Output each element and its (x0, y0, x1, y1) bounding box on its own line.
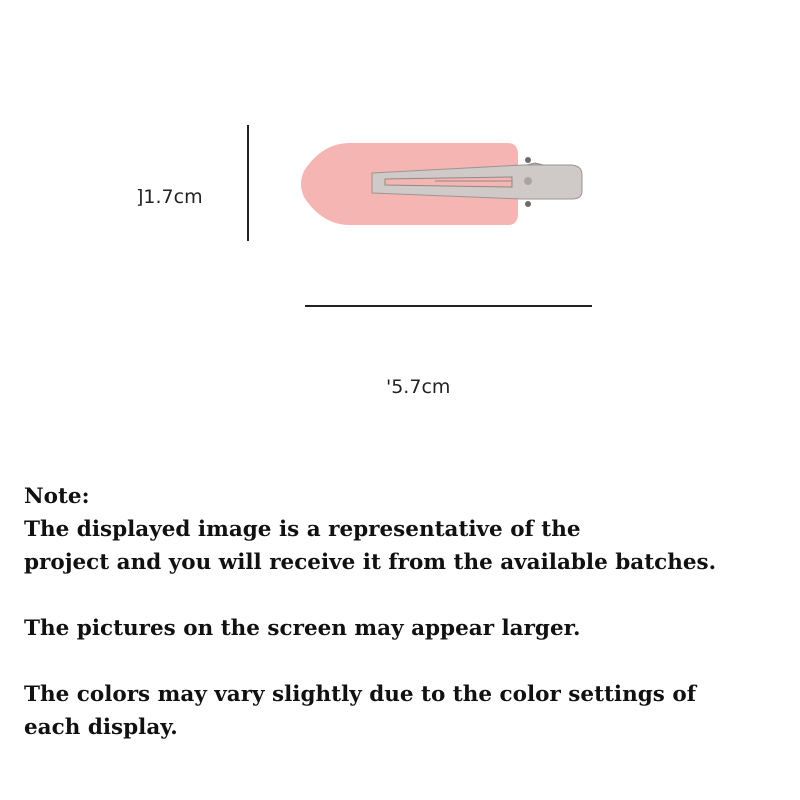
clip-hinge (524, 177, 532, 185)
note-line-1: The displayed image is a representative of the (24, 517, 581, 542)
hair-clip-image (290, 135, 600, 235)
note-line-2: project and you will receive it from the available batches. (24, 550, 717, 575)
note-line-5: each display. (24, 715, 178, 740)
note-line-3: The pictures on the screen may appear larger. (24, 616, 581, 641)
height-dimension-label: ]1.7cm (136, 186, 203, 208)
note-heading: Note: (24, 484, 90, 509)
width-dimension-label: '5.7cm (386, 376, 451, 398)
height-dimension-line (247, 125, 249, 241)
width-dimension-line (305, 305, 592, 307)
clip-slot (385, 177, 512, 187)
note-block (24, 480, 800, 744)
note-line-4: The colors may vary slightly due to the color settings of (24, 682, 696, 707)
